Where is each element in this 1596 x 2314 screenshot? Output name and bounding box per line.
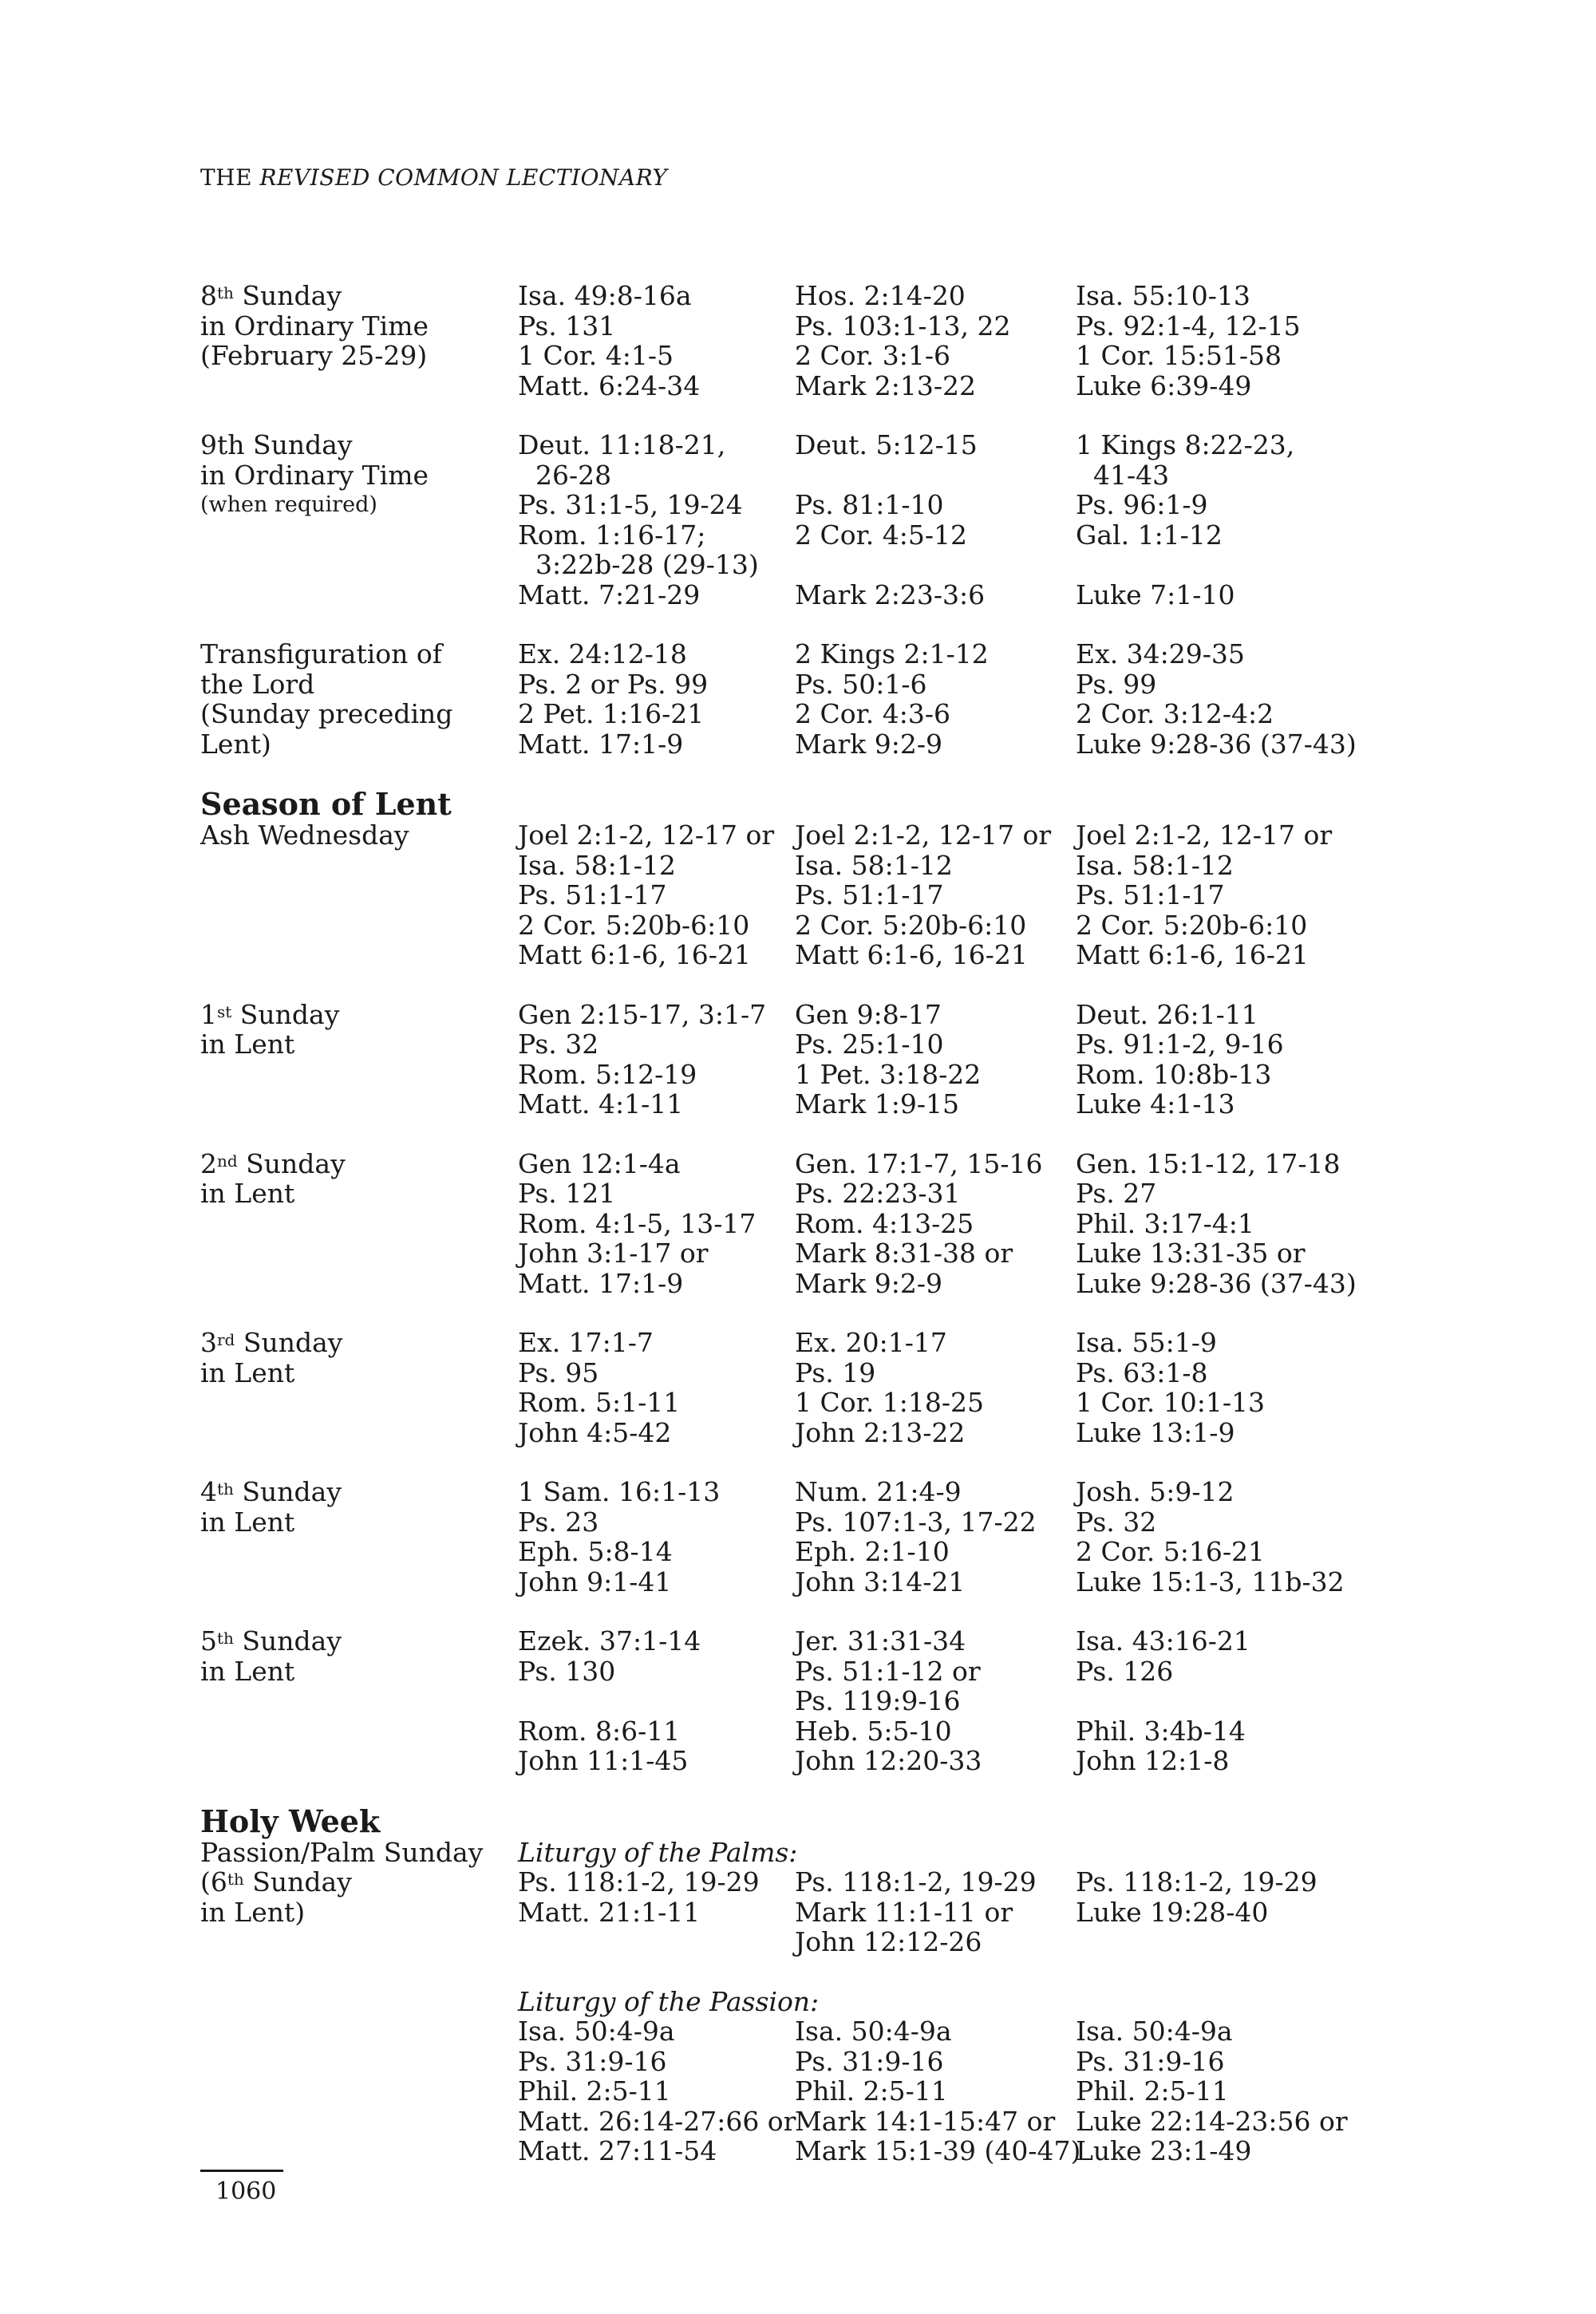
reading-line: Eph. 2:1-10 [795,1536,950,1567]
reading-line: Luke 4:1-13 [1076,1088,1235,1119]
reading-line: Ps. 131 [518,310,616,342]
reading-line: Matt. 21:1-11 [518,1896,701,1928]
reading-line: Ps. 118:1-2, 19-29 [795,1866,1037,1897]
occasion-label [200,1477,518,1597]
reading-line: Joel 2:1-2, 12-17 or [1076,819,1333,851]
reading-line: Isa. 58:1-12 [795,849,953,881]
reading-line: 2 Cor. 3:1-6 [795,340,950,371]
reading-line: Rom. 10:8b-13 [1076,1058,1272,1090]
occasion-label [200,1838,518,1957]
reading-line: Ps. 92:1-4, 12-15 [1076,310,1301,342]
reading-line: Luke 6:39-49 [1076,369,1252,401]
reading-line: Ps. 99 [1076,668,1157,700]
occasion-line: Ash Wednesday [200,819,409,851]
reading-line: John 3:1-17 or [518,1238,709,1269]
readings-year-c [1076,639,1395,759]
readings-year-b [795,1477,1076,1597]
reading-line: Jer. 31:31-34 [795,1625,966,1657]
readings-year-a [518,1477,795,1597]
reading-line: Isa. 49:8-16a [518,280,692,311]
reading-line: John 12:20-33 [795,1745,982,1776]
running-header-title: REVISED COMMON LECTIONARY [259,164,668,191]
reading-line: Rom. 5:12-19 [518,1058,697,1090]
reading-line [1076,1686,1395,1716]
reading-line: Matt 6:1-6, 16-21 [518,939,751,970]
reading-line: Deut. 5:12-15 [795,429,978,460]
lectionary-entry [200,430,1437,610]
lectionary-entry [200,639,1437,759]
reading-line: Gen. 17:1-7, 15-16 [795,1147,1043,1179]
reading-line: 2 Cor. 4:3-6 [795,698,950,729]
reading-line: Ps. 51:1-17 [518,879,667,910]
reading-line: Num. 21:4-9 [795,1476,962,1507]
reading-line: Phil. 3:17-4:1 [1076,1207,1254,1239]
reading-line: Ps. 31:9-16 [518,2045,667,2077]
reading-line: 2 Cor. 3:12-4:2 [1076,698,1274,729]
reading-line: Eph. 5:8-14 [518,1536,673,1567]
readings-year-b [795,639,1076,759]
reading-line: John 9:1-41 [518,1566,672,1597]
lectionary-entry [200,1477,1437,1597]
lectionary-entry [200,1987,1437,2166]
reading-line: 1 Kings 8:22-23, [1076,429,1295,460]
reading-line [1076,1838,1395,1868]
readings-year-a [518,820,795,970]
lectionary-entry [200,1838,1437,1957]
reading-line: Ps. 130 [518,1655,616,1687]
reading-line: Joel 2:1-2, 12-17 or [518,819,775,851]
section-heading-row [200,788,1437,820]
reading-line: Ps. 51:1-17 [1076,879,1225,910]
reading-line: Ps. 50:1-6 [795,668,927,700]
occasion-label [200,820,518,970]
reading-line: Ps. 91:1-2, 9-16 [1076,1029,1284,1060]
reading-line: Ps. 23 [518,1506,599,1538]
readings-year-a [518,1000,795,1119]
reading-line: Hos. 2:14-20 [795,280,966,311]
reading-line [795,1987,1076,2017]
reading-line: Joel 2:1-2, 12-17 or [795,819,1052,851]
reading-line: Ps. 63:1-8 [1076,1356,1208,1388]
reading-line: Deut. 26:1-11 [1076,998,1258,1030]
reading-line: Gen. 15:1-12, 17-18 [1076,1147,1341,1179]
reading-line: 2 Cor. 5:20b-6:10 [1076,909,1308,941]
reading-line: Isa. 58:1-12 [518,849,676,881]
occasion-label [200,430,518,610]
reading-line: Isa. 43:16-21 [1076,1625,1250,1657]
occasion-label [200,1626,518,1776]
reading-line: Ps. 121 [518,1178,616,1209]
reading-line: Luke 13:1-9 [1076,1416,1235,1448]
readings-year-a [518,281,795,401]
reading-line: Ps. 32 [1076,1506,1157,1538]
occasion-label [200,1000,518,1119]
reading-line: Mark 9:2-9 [795,728,942,760]
reading-line: John 11:1-45 [518,1745,689,1776]
section-heading: Season of Lent [200,786,452,822]
reading-line: Ps. 32 [518,1029,599,1060]
lectionary-table [200,281,1437,2196]
reading-line: John 12:12-26 [795,1926,982,1957]
occasion-line: in Lent [200,1356,295,1388]
occasion-line: 8th Sunday [200,280,342,311]
reading-line: John 4:5-42 [518,1416,672,1448]
reading-line: Ex. 17:1-7 [518,1327,654,1358]
ordinal-suffix: th [227,1870,244,1889]
occasion-label [200,639,518,759]
reading-line: Ps. 31:1-5, 19-24 [518,489,743,520]
lectionary-entry [200,820,1437,970]
reading-line: Phil. 2:5-11 [1076,2075,1229,2107]
reading-line: Matt. 26:14-27:66 or [518,2105,796,2137]
readings-year-a [518,1626,795,1776]
reading-line: 2 Cor. 5:20b-6:10 [795,909,1027,941]
reading-line: John 12:1-8 [1076,1745,1230,1776]
reading-line: Matt 6:1-6, 16-21 [795,939,1028,970]
lectionary-entry [200,1328,1437,1447]
reading-line: Ps. 31:9-16 [1076,2045,1225,2077]
readings-year-b [795,281,1076,401]
ordinal-suffix: nd [217,1151,238,1171]
lectionary-entry [200,1000,1437,1119]
reading-line: Ps. 51:1-12 or [795,1655,981,1687]
occasion-line: Transfiguration of [200,638,442,669]
reading-line: Gal. 1:1-12 [1076,519,1223,551]
reading-line: Rom. 8:6-11 [518,1715,681,1747]
readings-year-a [518,1836,798,1957]
occasion-line: 5th Sunday [200,1625,342,1657]
reading-line: 1 Sam. 16:1-13 [518,1476,721,1507]
occasion-line: in Lent [200,1655,295,1687]
reading-line: Isa. 50:4-9a [1076,2016,1233,2047]
reading-line: Phil. 2:5-11 [518,2075,671,2107]
reading-line: Matt 6:1-6, 16-21 [1076,939,1309,970]
occasion-line: in Lent [200,1029,295,1060]
reading-line: Luke 7:1-10 [1076,578,1235,610]
occasion-label [200,1328,518,1447]
reading-line: 1 Cor. 1:18-25 [795,1387,984,1418]
reading-line: Rom. 5:1-11 [518,1387,681,1418]
reading-line [1076,1987,1395,2017]
occasion-line: the Lord [200,668,315,700]
reading-line [518,1686,795,1716]
section-heading-row [200,1803,1437,1839]
running-header-prefix: THE [200,164,260,191]
readings-year-a [518,430,795,610]
reading-line: Ps. 25:1-10 [795,1029,944,1060]
reading-line: Deut. 11:18-21, [518,429,726,460]
readings-year-b [795,1626,1076,1776]
reading-line: Matt. 17:1-9 [518,1267,684,1299]
reading-line: 3:22b-28 (29-13) [535,549,759,580]
reading-line: 2 Cor. 5:20b-6:10 [518,909,750,941]
readings-year-a [518,639,795,759]
readings-year-b [795,430,1076,610]
reading-line: Ps. 118:1-2, 19-29 [518,1866,760,1897]
reading-line: 26-28 [535,459,612,491]
reading-line: Ps. 126 [1076,1655,1174,1687]
reading-line: Josh. 5:9-12 [1076,1476,1235,1507]
reading-line: Ps. 95 [518,1356,599,1388]
reading-line: Ps. 81:1-10 [795,489,944,520]
reading-line: Rom. 4:13-25 [795,1207,974,1239]
readings-year-c [1076,1149,1395,1299]
readings-year-b [795,1838,1076,1957]
reading-line: Isa. 50:4-9a [518,2016,675,2047]
readings-year-c [1076,1626,1395,1776]
reading-line: 1 Cor. 15:51-58 [1076,340,1282,371]
reading-line: 1 Pet. 3:18-22 [795,1058,982,1090]
reading-line: Mark 11:1-11 or [795,1896,1013,1928]
reading-line: Isa. 55:1-9 [1076,1327,1217,1358]
running-header [200,164,667,191]
readings-year-c [1076,1987,1395,2166]
reading-line: 41-43 [1093,459,1170,491]
readings-year-b [795,1328,1076,1447]
reading-line [795,460,1076,491]
reading-line: John 2:13-22 [795,1416,966,1448]
page-number: 1060 [215,2178,277,2205]
occasion-line: 2nd Sunday [200,1147,346,1179]
ordinal-suffix: th [217,1479,234,1499]
reading-line: Gen 9:8-17 [795,998,942,1030]
reading-line: Luke 9:28-36 (37-43) [1076,728,1357,760]
reading-line: Matt. 6:24-34 [518,369,701,401]
readings-year-a [518,1985,820,2166]
reading-line [795,1838,1076,1868]
reading-line: 2 Pet. 1:16-21 [518,698,705,729]
reading-line [1076,550,1395,580]
occasion-line: (when required) [200,492,377,517]
reading-line: 2 Cor. 4:5-12 [795,519,967,551]
reading-line: Ezek. 37:1-14 [518,1625,701,1657]
occasion-label [200,281,518,401]
reading-line: Luke 23:1-49 [1076,2135,1252,2166]
occasion-line: in Lent [200,1506,295,1538]
readings-year-b [795,1987,1081,2166]
reading-line: Ps. 119:9-16 [795,1685,961,1716]
readings-year-b [795,820,1076,970]
reading-line: Isa. 50:4-9a [795,2016,952,2047]
reading-line: Mark 2:23-3:6 [795,578,986,610]
lectionary-entry [200,1626,1437,1776]
reading-line: Matt. 27:11-54 [518,2135,717,2166]
occasion-line: 3rd Sunday [200,1327,343,1358]
occasion-line: 4th Sunday [200,1476,342,1507]
reading-line: Phil. 3:4b-14 [1076,1715,1246,1747]
reading-line: Mark 14:1-15:47 or [795,2105,1056,2137]
reading-line: Rom. 4:1-5, 13-17 [518,1207,757,1239]
reading-line: Ps. 107:1-3, 17-22 [795,1506,1037,1538]
occasion-line: in Ordinary Time [200,459,429,491]
readings-year-c [1076,1477,1395,1597]
reading-line: Mark 8:31-38 or [795,1238,1013,1269]
reading-line: Mark 9:2-9 [795,1267,942,1299]
occasion-line: (6th Sunday [200,1866,352,1897]
readings-year-c [1076,1838,1395,1957]
occasion-line: in Lent [200,1178,295,1209]
reading-line: Gen 12:1-4a [518,1147,681,1179]
reading-line: Liturgy of the Passion: [518,1985,820,2017]
occasion-label [200,1987,518,2166]
lectionary-entry [200,281,1437,401]
occasion-line: 9th Sunday [200,429,353,460]
occasion-line: in Lent) [200,1896,306,1928]
reading-line: Mark 2:13-22 [795,369,976,401]
occasion-line: (Sunday preceding [200,698,453,729]
reading-line: Ps. 118:1-2, 19-29 [1076,1866,1317,1897]
reading-line: Ps. 19 [795,1356,876,1388]
readings-year-c [1076,1328,1395,1447]
readings-year-c [1076,820,1395,970]
reading-line: Isa. 58:1-12 [1076,849,1234,881]
reading-line: Matt. 4:1-11 [518,1088,684,1119]
occasion-line: Lent) [200,728,271,760]
reading-line: Ex. 34:29-35 [1076,638,1245,669]
reading-line: Phil. 2:5-11 [795,2075,948,2107]
occasion-line: 1st Sunday [200,998,340,1030]
section-heading: Holy Week [200,1803,381,1839]
occasion-line: in Ordinary Time [200,310,429,342]
reading-line: Luke 19:28-40 [1076,1896,1269,1928]
readings-year-a [518,1328,795,1447]
readings-year-c [1076,281,1395,401]
reading-line: Ps. 96:1-9 [1076,489,1208,520]
reading-line: Liturgy of the Palms: [518,1836,798,1868]
reading-line: 2 Cor. 5:16-21 [1076,1536,1265,1567]
reading-line: Luke 22:14-23:56 or [1076,2105,1348,2137]
reading-line: Mark 1:9-15 [795,1088,959,1119]
reading-line: Ps. 103:1-13, 22 [795,310,1011,342]
ordinal-suffix: th [217,283,234,302]
footer-rule [200,2170,283,2172]
reading-line: Ps. 27 [1076,1178,1157,1209]
reading-line: Isa. 55:10-13 [1076,280,1250,311]
reading-line: Ps. 22:23-31 [795,1178,961,1209]
occasion-label [200,1149,518,1299]
reading-line: John 3:14-21 [795,1566,966,1597]
readings-year-b [795,1149,1076,1299]
readings-year-a [518,1149,795,1299]
reading-line: Matt. 17:1-9 [518,728,684,760]
reading-line: Ex. 24:12-18 [518,638,687,669]
reading-line: Rom. 1:16-17; [518,519,706,551]
reading-line: Gen 2:15-17, 3:1-7 [518,998,767,1030]
reading-line: Ps. 51:1-17 [795,879,944,910]
reading-line: Luke 9:28-36 (37-43) [1076,1267,1357,1299]
reading-line: Heb. 5:5-10 [795,1715,952,1747]
reading-line: 1 Cor. 4:1-5 [518,340,674,371]
occasion-line: Passion/Palm Sunday [200,1836,484,1868]
ordinal-suffix: st [217,1001,232,1021]
reading-line: Mark 15:1-39 (40-47) [795,2135,1081,2166]
readings-year-b [795,1000,1076,1119]
ordinal-suffix: th [217,1629,234,1648]
reading-line: Ps. 2 or Ps. 99 [518,668,709,700]
ordinal-suffix: rd [217,1330,235,1349]
readings-year-c [1076,1000,1395,1119]
reading-line: 1 Cor. 10:1-13 [1076,1387,1265,1418]
reading-line: Luke 13:31-35 or [1076,1238,1306,1269]
reading-line [795,550,1076,580]
reading-line: Ps. 31:9-16 [795,2045,944,2077]
reading-line: 2 Kings 2:1-12 [795,638,989,669]
reading-line: Matt. 7:21-29 [518,578,701,610]
reading-line: Ex. 20:1-17 [795,1327,947,1358]
readings-year-c [1076,430,1395,610]
occasion-line: (February 25-29) [200,340,428,371]
reading-line: Luke 15:1-3, 11b-32 [1076,1566,1345,1597]
lectionary-entry [200,1149,1437,1299]
